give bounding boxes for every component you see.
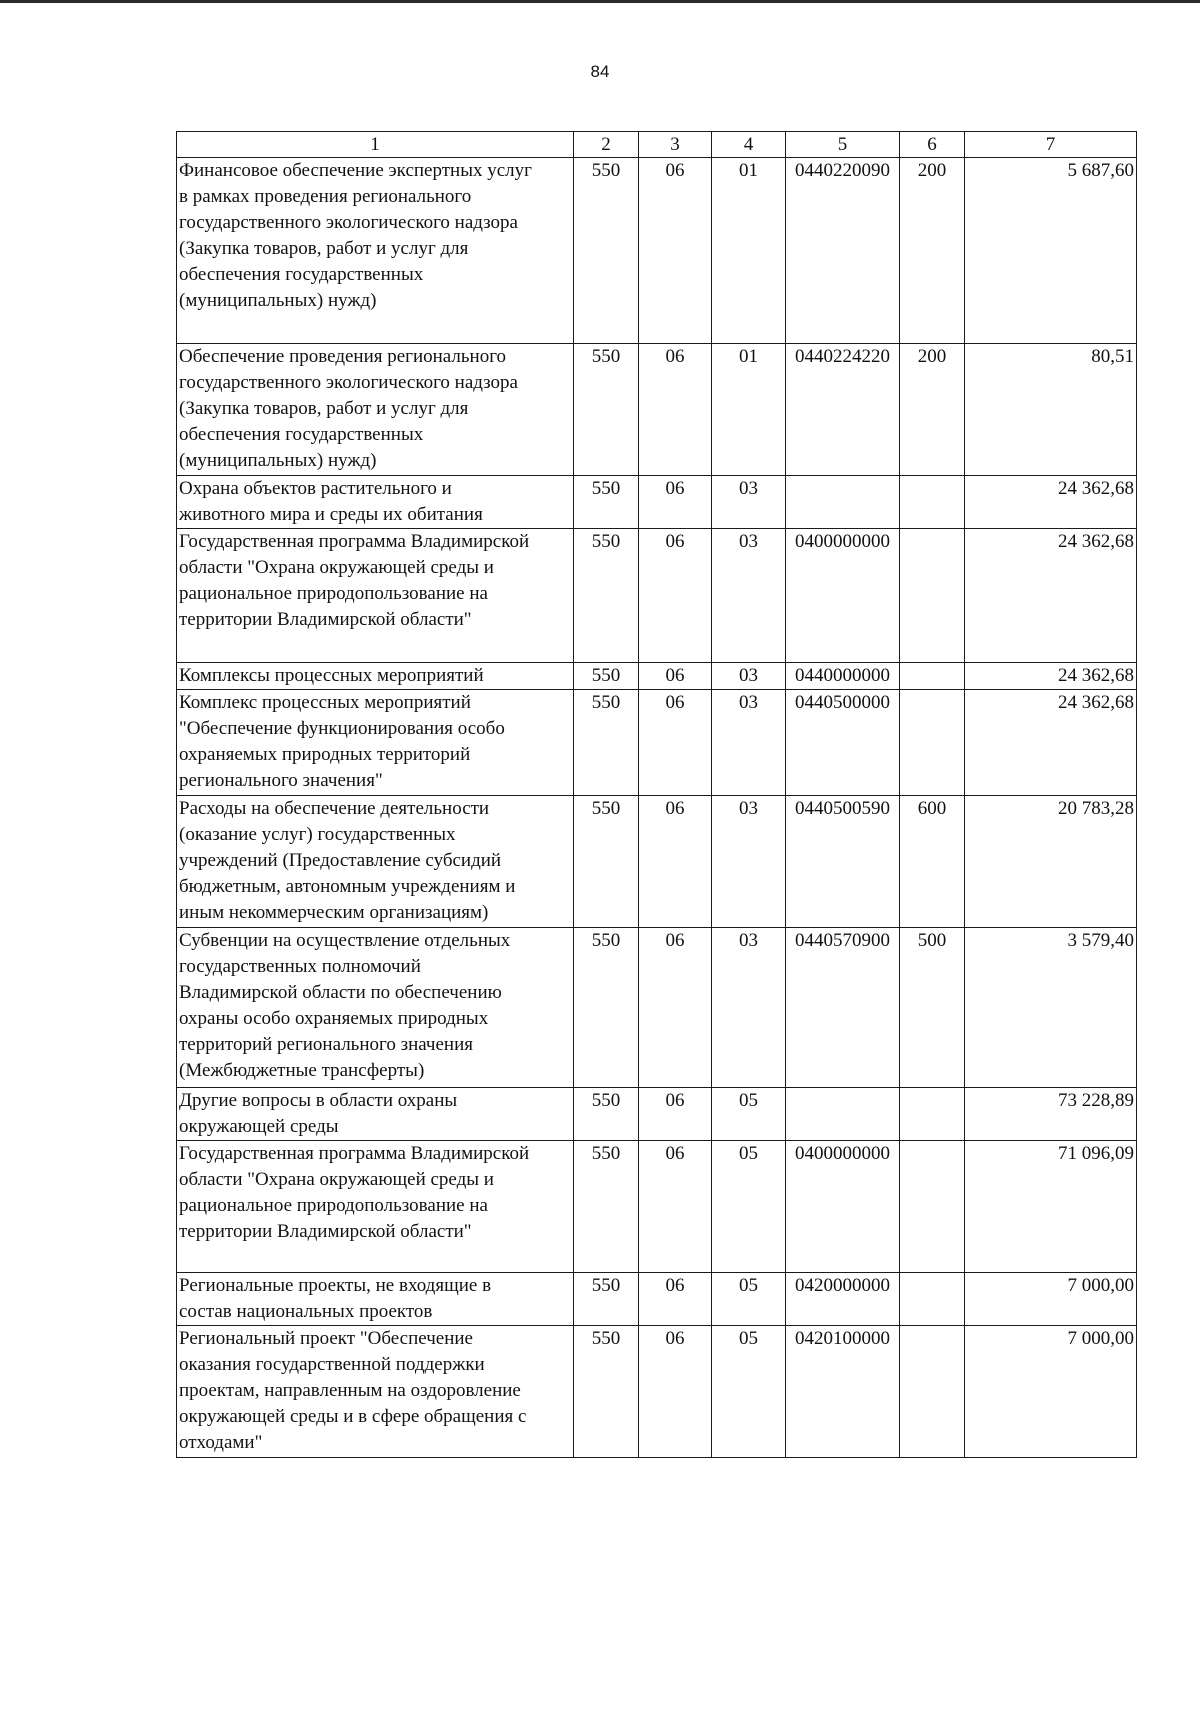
cell-target-article: 0440224220 bbox=[786, 344, 900, 476]
cell-amount: 24 362,68 bbox=[965, 476, 1137, 529]
cell-section: 06 bbox=[639, 476, 712, 529]
cell-expense-type: 500 bbox=[900, 928, 965, 1088]
cell-code: 550 bbox=[574, 476, 639, 529]
cell-code: 550 bbox=[574, 1088, 639, 1141]
cell-code: 550 bbox=[574, 690, 639, 796]
cell-amount: 7 000,00 bbox=[965, 1273, 1137, 1326]
column-header: 3 bbox=[639, 132, 712, 158]
cell-code: 550 bbox=[574, 529, 639, 663]
cell-amount: 80,51 bbox=[965, 344, 1137, 476]
cell-code: 550 bbox=[574, 344, 639, 476]
cell-amount: 3 579,40 bbox=[965, 928, 1137, 1088]
cell-target-article: 0440500000 bbox=[786, 690, 900, 796]
cell-section: 06 bbox=[639, 1141, 712, 1273]
cell-subsection: 03 bbox=[712, 663, 786, 690]
cell-subsection: 03 bbox=[712, 796, 786, 928]
cell-target-article: 0400000000 bbox=[786, 1141, 900, 1273]
cell-section: 06 bbox=[639, 344, 712, 476]
table-row bbox=[177, 344, 1137, 476]
row-name: Региональные проекты, не входящие в состав национальных проектов bbox=[177, 1273, 574, 1326]
column-header: 5 bbox=[786, 132, 900, 158]
cell-expense-type: 200 bbox=[900, 158, 965, 344]
row-name: Финансовое обеспечение экспертных услуг в рамках проведения регионального государственного экологического надзора (Закупка товаров, работ и услуг для обеспечения государственных (муниципальных) нужд) bbox=[177, 158, 574, 344]
column-header: 7 bbox=[965, 132, 1137, 158]
cell-subsection: 03 bbox=[712, 690, 786, 796]
cell-section: 06 bbox=[639, 663, 712, 690]
table-row bbox=[177, 529, 1137, 663]
table-row bbox=[177, 690, 1137, 796]
cell-amount: 24 362,68 bbox=[965, 690, 1137, 796]
row-name: Государственная программа Владимирской области "Охрана окружающей среды и рациональное природопользование на территории Владимирской области" bbox=[177, 529, 574, 663]
cell-code: 550 bbox=[574, 663, 639, 690]
cell-section: 06 bbox=[639, 928, 712, 1088]
cell-section: 06 bbox=[639, 1326, 712, 1458]
column-header: 6 bbox=[900, 132, 965, 158]
column-header: 4 bbox=[712, 132, 786, 158]
cell-expense-type: 600 bbox=[900, 796, 965, 928]
page-top-border bbox=[0, 0, 1200, 3]
cell-code: 550 bbox=[574, 1141, 639, 1273]
cell-target-article: 0440570900 bbox=[786, 928, 900, 1088]
row-name: Обеспечение проведения регионального государственного экологического надзора (Закупка товаров, работ и услуг для обеспечения государственных (муниципальных) нужд) bbox=[177, 344, 574, 476]
cell-amount: 7 000,00 bbox=[965, 1326, 1137, 1458]
page-number: 84 bbox=[590, 62, 610, 81]
cell-expense-type bbox=[900, 1088, 965, 1141]
cell-target-article bbox=[786, 476, 900, 529]
cell-subsection: 03 bbox=[712, 476, 786, 529]
table-row bbox=[177, 796, 1137, 928]
cell-amount: 24 362,68 bbox=[965, 663, 1137, 690]
cell-subsection: 05 bbox=[712, 1326, 786, 1458]
cell-code: 550 bbox=[574, 1273, 639, 1326]
cell-subsection: 03 bbox=[712, 928, 786, 1088]
cell-amount: 24 362,68 bbox=[965, 529, 1137, 663]
cell-section: 06 bbox=[639, 1273, 712, 1326]
cell-code: 550 bbox=[574, 928, 639, 1088]
cell-amount: 73 228,89 bbox=[965, 1088, 1137, 1141]
cell-expense-type bbox=[900, 690, 965, 796]
row-name: Охрана объектов растительного и животного мира и среды их обитания bbox=[177, 476, 574, 529]
table-row bbox=[177, 928, 1137, 1088]
cell-target-article: 0420000000 bbox=[786, 1273, 900, 1326]
cell-section: 06 bbox=[639, 158, 712, 344]
cell-section: 06 bbox=[639, 1088, 712, 1141]
cell-expense-type bbox=[900, 1273, 965, 1326]
cell-section: 06 bbox=[639, 690, 712, 796]
cell-subsection: 01 bbox=[712, 158, 786, 344]
cell-code: 550 bbox=[574, 796, 639, 928]
row-name: Государственная программа Владимирской области "Охрана окружающей среды и рациональное природопользование на территории Владимирской области" bbox=[177, 1141, 574, 1273]
cell-amount: 5 687,60 bbox=[965, 158, 1137, 344]
table-row bbox=[177, 1088, 1137, 1141]
cell-expense-type bbox=[900, 663, 965, 690]
cell-code: 550 bbox=[574, 1326, 639, 1458]
cell-target-article bbox=[786, 1088, 900, 1141]
cell-target-article: 0440220090 bbox=[786, 158, 900, 344]
cell-subsection: 05 bbox=[712, 1088, 786, 1141]
budget-table bbox=[176, 131, 1137, 1458]
cell-expense-type bbox=[900, 476, 965, 529]
table-row bbox=[177, 476, 1137, 529]
cell-subsection: 01 bbox=[712, 344, 786, 476]
cell-target-article: 0440000000 bbox=[786, 663, 900, 690]
cell-expense-type bbox=[900, 1326, 965, 1458]
cell-amount: 71 096,09 bbox=[965, 1141, 1137, 1273]
cell-subsection: 03 bbox=[712, 529, 786, 663]
column-header: 2 bbox=[574, 132, 639, 158]
table-header-row bbox=[177, 132, 1137, 158]
table-row bbox=[177, 1273, 1137, 1326]
cell-code: 550 bbox=[574, 158, 639, 344]
table-row bbox=[177, 1141, 1137, 1273]
cell-section: 06 bbox=[639, 529, 712, 663]
cell-target-article: 0420100000 bbox=[786, 1326, 900, 1458]
row-name: Комплексы процессных мероприятий bbox=[177, 663, 574, 690]
cell-expense-type: 200 bbox=[900, 344, 965, 476]
row-name: Субвенции на осуществление отдельных государственных полномочий Владимирской области по обеспечению охраны особо охраняемых природных территорий регионального значения (Межбюджетные трансферты) bbox=[177, 928, 574, 1088]
cell-amount: 20 783,28 bbox=[965, 796, 1137, 928]
cell-expense-type bbox=[900, 1141, 965, 1273]
row-name: Комплекс процессных мероприятий "Обеспечение функционирования особо охраняемых природных территорий регионального значения" bbox=[177, 690, 574, 796]
cell-subsection: 05 bbox=[712, 1141, 786, 1273]
cell-target-article: 0400000000 bbox=[786, 529, 900, 663]
cell-section: 06 bbox=[639, 796, 712, 928]
table-row bbox=[177, 158, 1137, 344]
cell-subsection: 05 bbox=[712, 1273, 786, 1326]
row-name: Другие вопросы в области охраны окружающей среды bbox=[177, 1088, 574, 1141]
table-row bbox=[177, 1326, 1137, 1458]
column-header: 1 bbox=[177, 132, 574, 158]
cell-expense-type bbox=[900, 529, 965, 663]
row-name: Региональный проект "Обеспечение оказания государственной поддержки проектам, направленным на оздоровление окружающей среды и в сфере обращения с отходами" bbox=[177, 1326, 574, 1458]
row-name: Расходы на обеспечение деятельности (оказание услуг) государственных учреждений (Предоставление субсидий бюджетным, автономным учреждениям и иным некоммерческим организациям) bbox=[177, 796, 574, 928]
table-row bbox=[177, 663, 1137, 690]
cell-target-article: 0440500590 bbox=[786, 796, 900, 928]
